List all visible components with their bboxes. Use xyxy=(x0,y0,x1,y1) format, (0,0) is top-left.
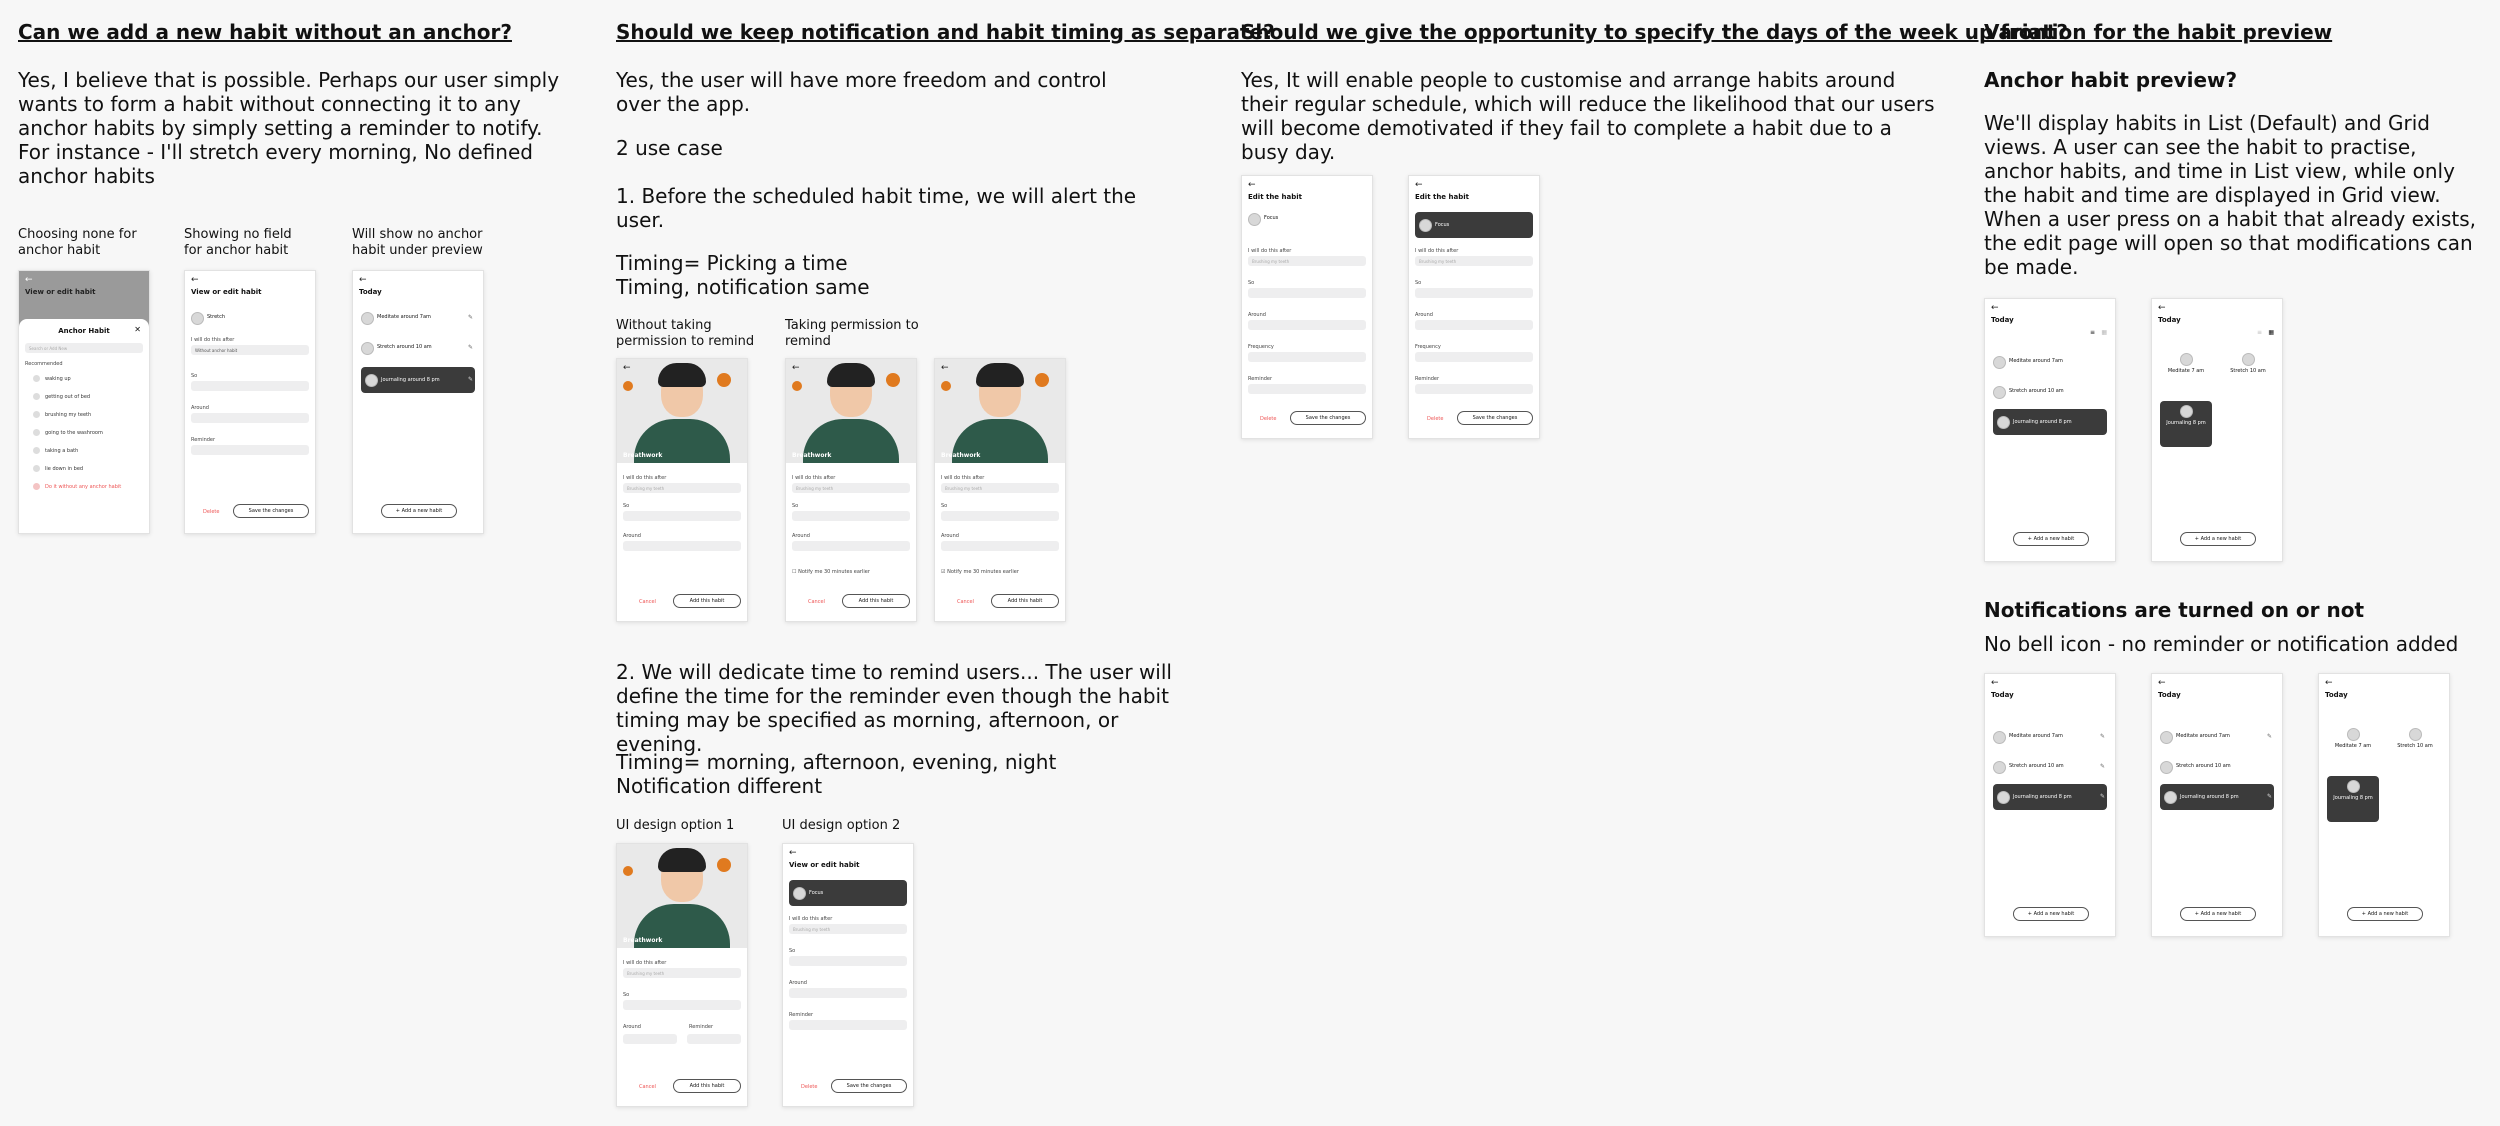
no-anchor-option[interactable]: Do it without any anchor habit xyxy=(45,484,122,490)
notify-checkbox[interactable]: ☑ Notify me 30 minutes earlier xyxy=(941,569,1019,575)
cancel-button[interactable]: Cancel xyxy=(639,1084,656,1090)
save-button[interactable]: Save the changes xyxy=(233,504,309,518)
back-arrow-icon[interactable]: ← xyxy=(25,275,33,285)
delete-button[interactable]: Delete xyxy=(1427,416,1444,422)
add-this-habit-button[interactable]: Add this habit xyxy=(991,594,1059,608)
bell-icon[interactable]: ✎ xyxy=(2099,763,2105,770)
heading-habit-preview: Variation for the habit preview xyxy=(1984,20,2333,44)
back-arrow-icon[interactable]: ← xyxy=(2158,678,2166,688)
add-new-habit-button[interactable]: + Add a new habit xyxy=(2347,907,2423,921)
anchor-field[interactable]: Without anchor habit xyxy=(191,345,309,355)
list-view-icon[interactable]: ≡ xyxy=(2089,329,2095,336)
phone-notif-list-1: ← Today Meditate around 7am ✎ Stretch around 10 am ✎ Journaling around 8 pm ✎ + Add a new habit xyxy=(1984,673,2116,937)
so-field[interactable] xyxy=(191,381,309,391)
add-new-habit-button[interactable]: + Add a new habit xyxy=(2013,907,2089,921)
phone-edit-habit-1: ← Edit the habit Focus I will do this after Brushing my teeth So Around Frequency Reminder Delete Save the changes xyxy=(1241,175,1373,439)
grid-view-icon[interactable]: ▦ xyxy=(2268,329,2274,336)
phone-no-anchor-field: ← View or edit habit Stretch I will do this after Without anchor habit So Around Reminder Delete Save the changes xyxy=(184,270,316,534)
add-this-habit-button[interactable]: Add this habit xyxy=(673,1079,741,1093)
phone-notif-grid: ← Today Meditate 7 am Stretch 10 am Journaling 8 pm + Add a new habit xyxy=(2318,673,2450,937)
add-new-habit-button[interactable]: + Add a new habit xyxy=(2180,532,2256,546)
phone-grid-view: ← Today ≡ ▦ Meditate 7 am Stretch 10 am Journaling 8 pm + Add a new habit xyxy=(2151,298,2283,562)
phone-notif-list-2: ← Today Meditate around 7am ✎ Stretch around 10 am Journaling around 8 pm ✎ + Add a new habit xyxy=(2151,673,2283,937)
back-arrow-icon[interactable]: ← xyxy=(191,275,199,285)
anchor-option[interactable]: brushing my teeth xyxy=(45,412,92,418)
phone-with-permission-checked: Breathwork ← I will do this after Brushing my teeth So Around ☑ Notify me 30 minutes earlier Cancel Add this habit xyxy=(934,358,1066,622)
cancel-button[interactable]: Cancel xyxy=(808,599,825,605)
bell-icon[interactable]: ✎ xyxy=(2266,793,2272,800)
edit-icon[interactable]: ✎ xyxy=(467,376,473,383)
add-new-habit-button[interactable]: + Add a new habit xyxy=(381,504,457,518)
back-arrow-icon[interactable]: ← xyxy=(623,363,631,373)
back-arrow-icon[interactable]: ← xyxy=(2158,303,2166,313)
anchor-option[interactable]: taking a bath xyxy=(45,448,79,454)
grid-view-icon[interactable]: ▦ xyxy=(2101,329,2107,336)
cancel-button[interactable]: Cancel xyxy=(639,599,656,605)
phone-without-permission: Breathwork ← I will do this after Brushing my teeth So Around Cancel Add this habit xyxy=(616,358,748,622)
add-this-habit-button[interactable]: Add this habit xyxy=(842,594,910,608)
anchor-option[interactable]: waking up xyxy=(45,376,71,382)
add-this-habit-button[interactable]: Add this habit xyxy=(673,594,741,608)
back-arrow-icon[interactable]: ← xyxy=(1248,180,1256,190)
back-arrow-icon[interactable]: ← xyxy=(941,363,949,373)
heading-notification-timing: Should we keep notification and habit timing as separate? xyxy=(616,20,1275,44)
search-input[interactable]: Search or Add New xyxy=(25,343,143,353)
phone-list-view: ← Today ≡ ▦ Meditate around 7am Stretch around 10 am Journaling around 8 pm + Add a new habit xyxy=(1984,298,2116,562)
bell-icon[interactable]: ✎ xyxy=(2099,733,2105,740)
back-arrow-icon[interactable]: ← xyxy=(2325,678,2333,688)
anchor-option[interactable]: going to the washroom xyxy=(45,430,103,436)
caption-choosing-none: Choosing none for anchor habit xyxy=(18,227,137,258)
bell-icon[interactable]: ✎ xyxy=(2266,733,2272,740)
save-button[interactable]: Save the changes xyxy=(1290,411,1366,425)
days-body: Yes, It will enable people to customise and arrange habits around their regular schedule, which will reduce the likelihood that our users will become demotivated if they fail to complete a habit due to a busy day. xyxy=(1241,68,1935,164)
back-arrow-icon[interactable]: ← xyxy=(789,848,797,858)
around-field[interactable] xyxy=(191,413,309,423)
bell-icon[interactable]: ✎ xyxy=(2099,793,2105,800)
delete-button[interactable]: Delete xyxy=(203,509,220,515)
heading-days-of-week: Should we give the opportunity to specify the days of the week up front? xyxy=(1241,20,2068,44)
phone-anchor-sheet: ← View or edit habit Anchor Habit ✕ Search or Add New Recommended waking up getting out of bed brushing my teeth going to the washroom taking a bath lie down in bed Do it without any anchor habit xyxy=(18,270,150,534)
phone-edit-habit-2: ← Edit the habit Focus I will do this after Brushing my teeth So Around Frequency Reminder Delete Save the changes xyxy=(1408,175,1540,439)
back-arrow-icon[interactable]: ← xyxy=(792,363,800,373)
sheet-title: Anchor Habit xyxy=(58,327,110,335)
edit-icon[interactable]: ✎ xyxy=(467,314,473,321)
anchor-body: Yes, I believe that is possible. Perhaps our user simply wants to form a habit without connecting it to any anchor habits by simply setting a reminder to notify. For instance - I'll stretch every morning, No defined anchor habits xyxy=(18,68,560,188)
heading-anchor: Can we add a new habit without an anchor? xyxy=(18,20,512,44)
phone-ui-option-2: ← View or edit habit Focus I will do this after Brushing my teeth So Around Reminder Delete Save the changes xyxy=(782,843,914,1107)
phone-today-no-anchor: ← Today Meditate around 7am ✎ Stretch around 10 am ✎ Journaling around 8 pm ✎ + Add a new habit xyxy=(352,270,484,534)
delete-button[interactable]: Delete xyxy=(1260,416,1277,422)
delete-button[interactable]: Delete xyxy=(801,1084,818,1090)
caption-no-anchor-preview: Will show no anchor habit under preview xyxy=(352,227,483,258)
close-icon[interactable]: ✕ xyxy=(134,325,141,334)
preview-body: We'll display habits in List (Default) and Grid views. A user can see the habit to practise, anchor habits, and time in List view, while only the habit and time are displayed in Grid view. When a user press on a habit that already exists, the edit page will open so that modifications can be made. xyxy=(1984,111,2477,279)
list-view-icon[interactable]: ≡ xyxy=(2256,329,2262,336)
caption-no-field: Showing no field for anchor habit xyxy=(184,227,292,258)
back-arrow-icon[interactable]: ← xyxy=(1991,678,1999,688)
back-arrow-icon[interactable]: ← xyxy=(1991,303,1999,313)
add-new-habit-button[interactable]: + Add a new habit xyxy=(2180,907,2256,921)
back-arrow-icon[interactable]: ← xyxy=(1415,180,1423,190)
save-button[interactable]: Save the changes xyxy=(831,1079,907,1093)
cancel-button[interactable]: Cancel xyxy=(957,599,974,605)
phone-ui-option-1: Breathwork I will do this after Brushing my teeth So Around Reminder Cancel Add this habit xyxy=(616,843,748,1107)
edit-icon[interactable]: ✎ xyxy=(467,344,473,351)
add-new-habit-button[interactable]: + Add a new habit xyxy=(2013,532,2089,546)
notify-checkbox[interactable]: ☐ Notify me 30 minutes earlier xyxy=(792,569,870,575)
save-button[interactable]: Save the changes xyxy=(1457,411,1533,425)
timing-body: Yes, the user will have more freedom and control over the app. xyxy=(616,68,1107,116)
reminder-field[interactable] xyxy=(191,445,309,455)
phone-with-permission: Breathwork ← I will do this after Brushing my teeth So Around ☐ Notify me 30 minutes earlier Cancel Add this habit xyxy=(785,358,917,622)
anchor-option[interactable]: lie down in bed xyxy=(45,466,84,472)
back-arrow-icon[interactable]: ← xyxy=(359,275,367,285)
anchor-option[interactable]: getting out of bed xyxy=(45,394,91,400)
